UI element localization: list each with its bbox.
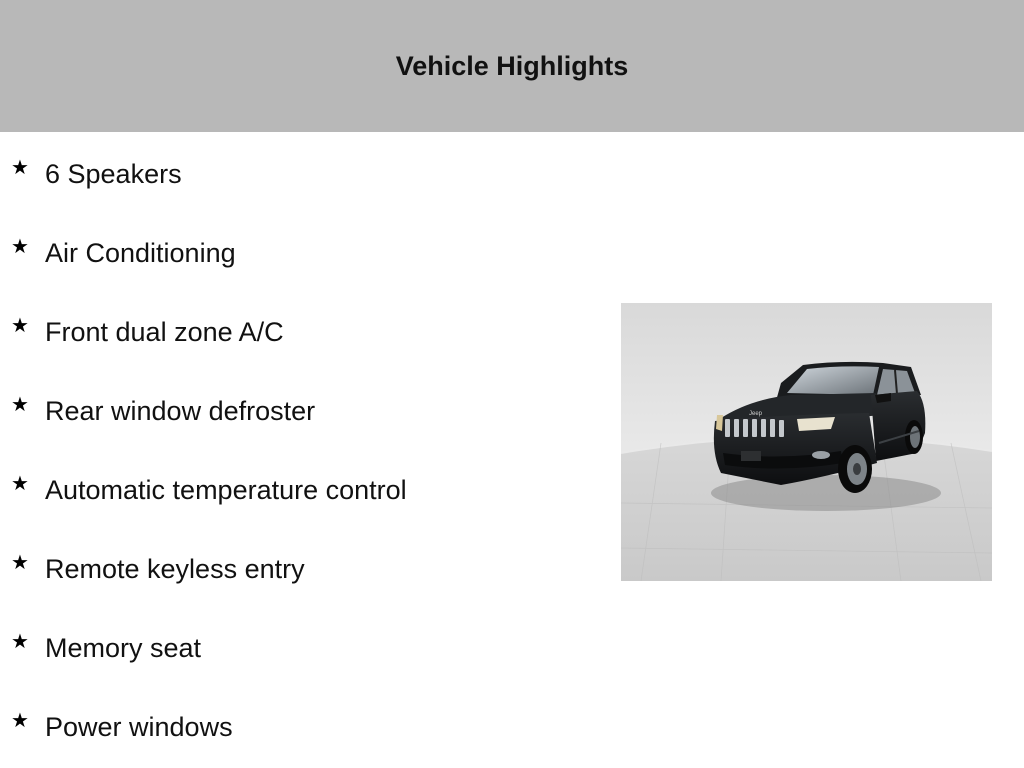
- feature-label: Memory seat: [45, 633, 202, 663]
- vehicle-photo-graphic: [621, 303, 992, 581]
- page-header: [0, 0, 1024, 132]
- star-icon: ★: [11, 710, 29, 732]
- star-icon: ★: [11, 157, 29, 179]
- brand-badge: Jeep: [749, 411, 763, 417]
- feature-label: 6 Speakers: [45, 159, 182, 189]
- feature-label: Remote keyless entry: [45, 554, 305, 584]
- wheel-front: [838, 445, 872, 493]
- star-icon: ★: [11, 631, 29, 653]
- star-icon: ★: [11, 552, 29, 574]
- feature-label: Power windows: [45, 712, 233, 742]
- page-title: Vehicle Highlights: [395, 50, 629, 81]
- star-icon: ★: [11, 473, 29, 495]
- star-icon: ★: [11, 315, 29, 337]
- feature-label: Automatic temperature control: [45, 475, 407, 505]
- star-icon: ★: [11, 394, 29, 416]
- feature-label: Rear window defroster: [45, 396, 316, 426]
- wheel-rear: [905, 420, 923, 454]
- feature-label: Air Conditioning: [45, 238, 236, 268]
- vehicle-photo: [621, 303, 992, 581]
- star-icon: ★: [11, 236, 29, 258]
- feature-label: Front dual zone A/C: [45, 317, 284, 347]
